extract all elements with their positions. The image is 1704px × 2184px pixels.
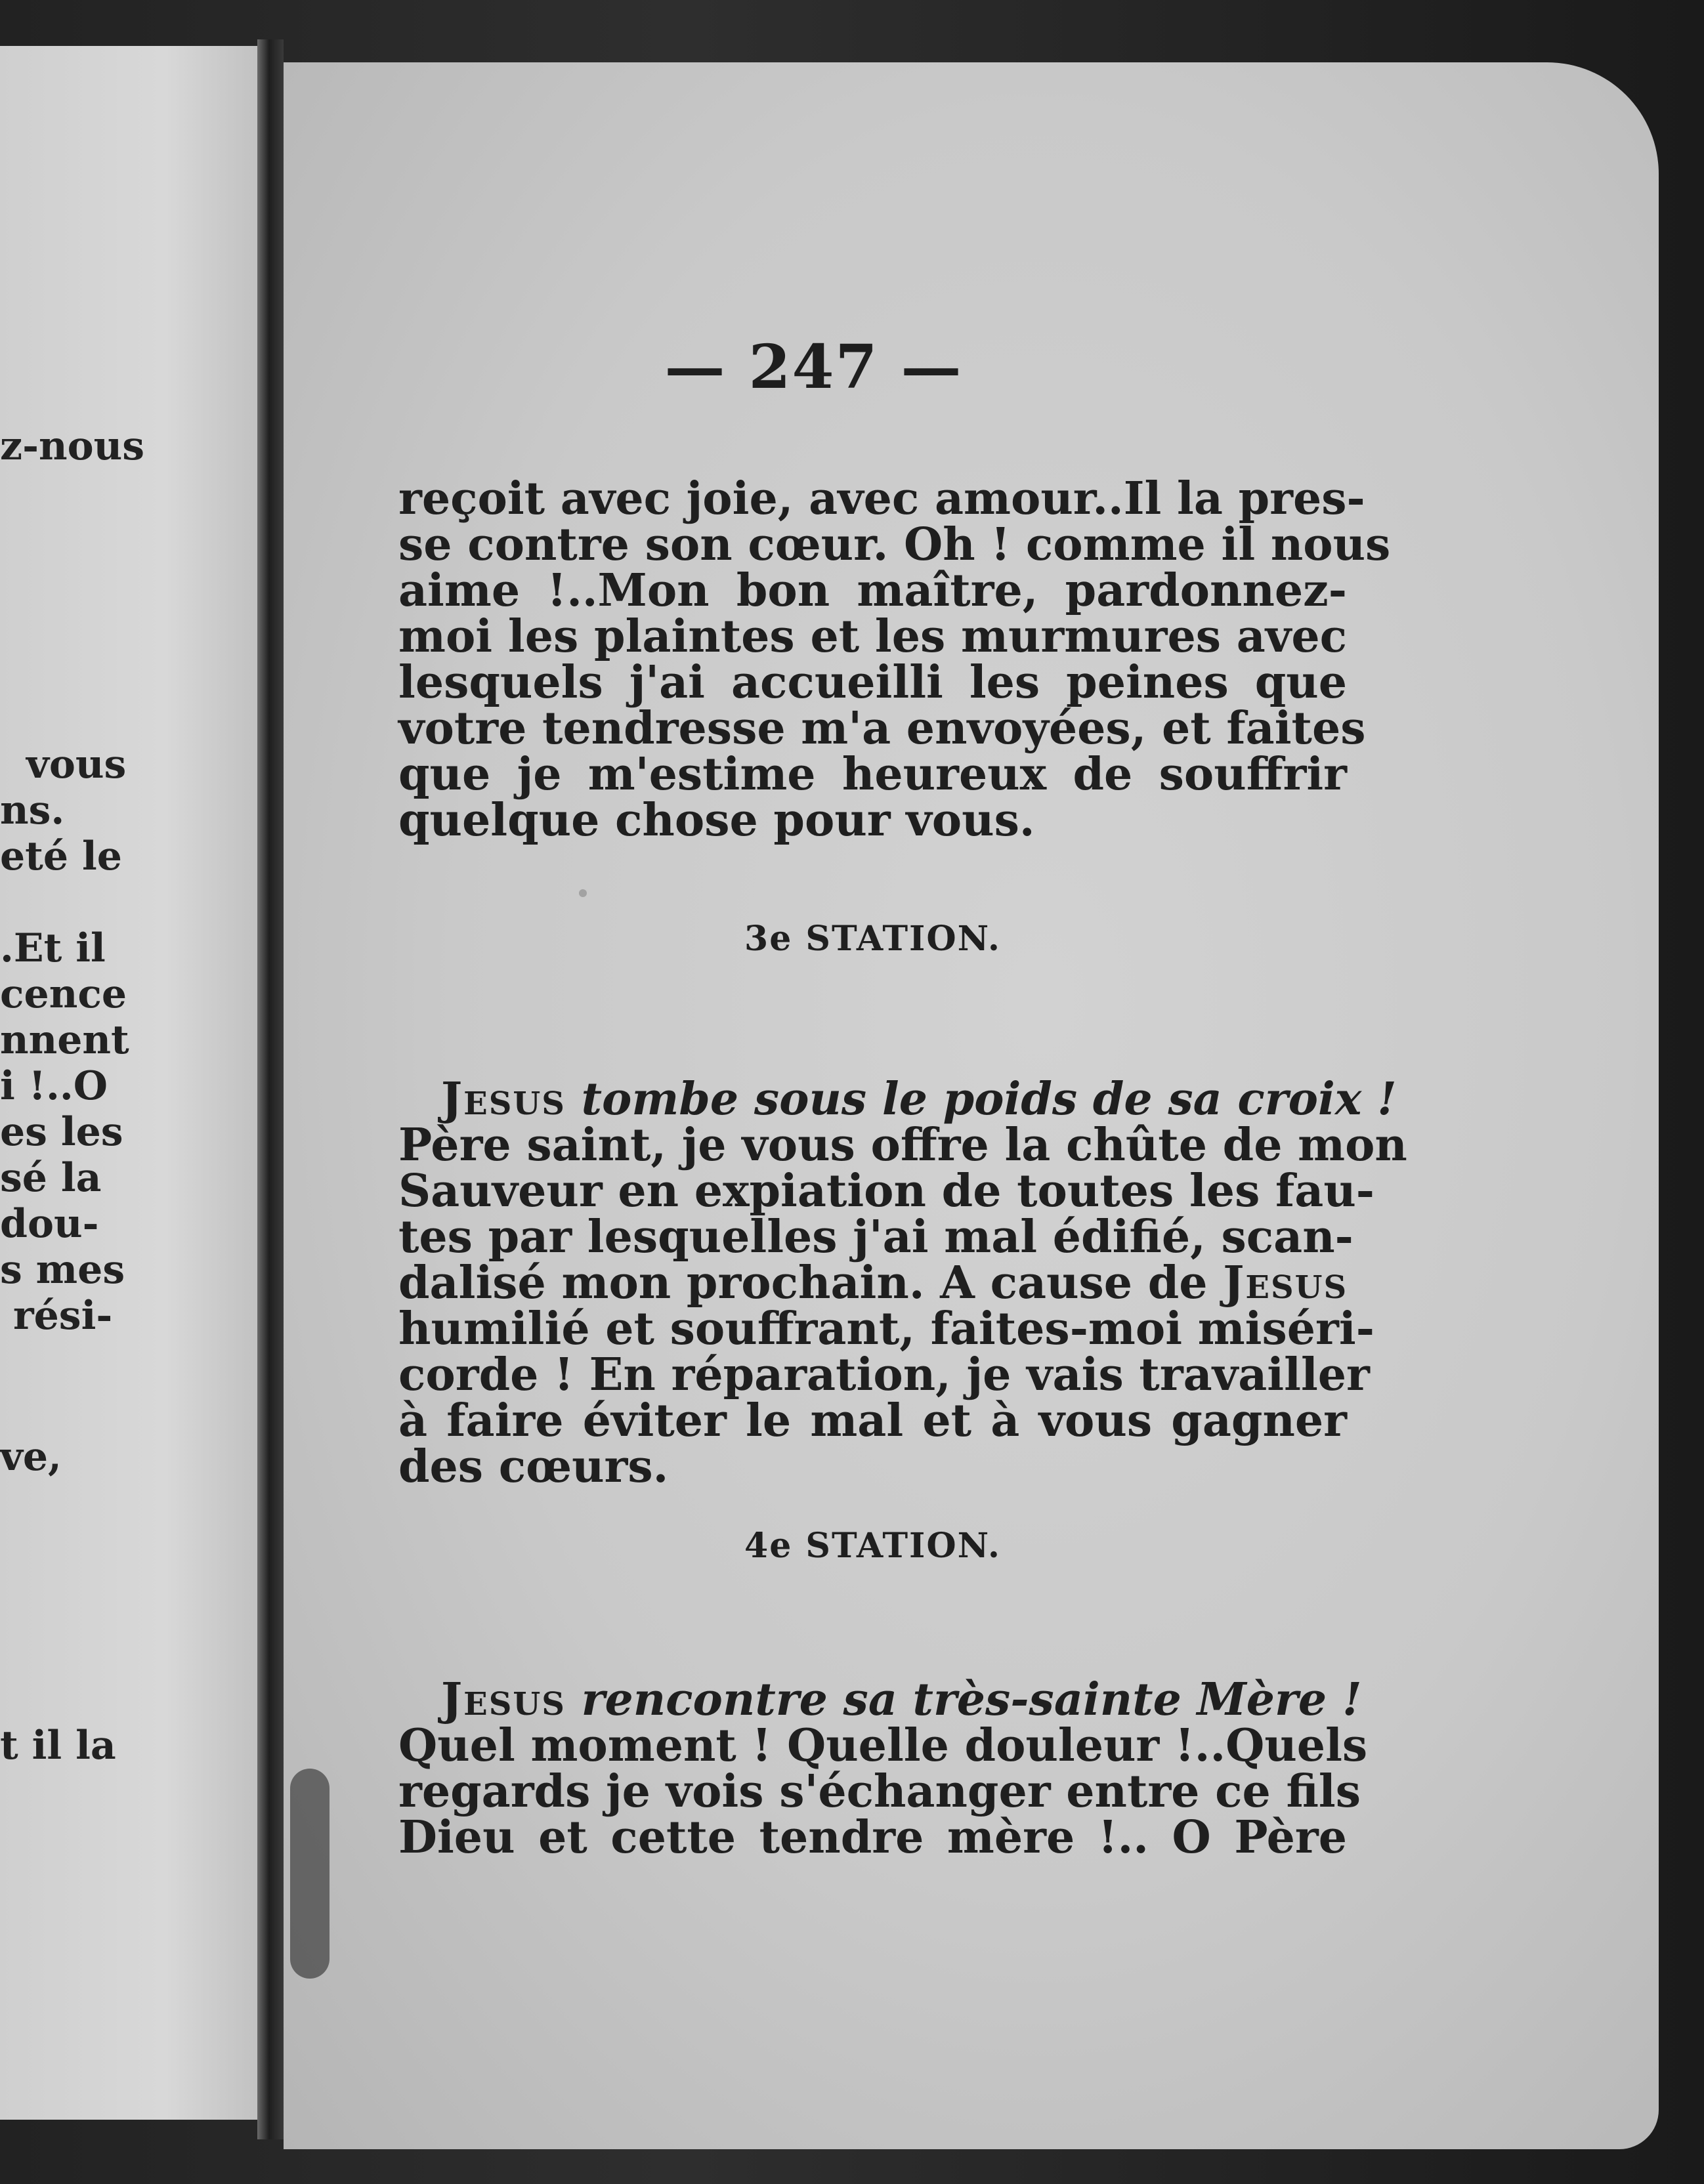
text-line: Dieu et cette tendre mère !.. O Père xyxy=(398,1811,1347,1864)
book-page xyxy=(284,62,1659,2149)
left-fragment: vous xyxy=(26,742,127,788)
page-number: — 247 — xyxy=(664,331,963,402)
left-fragment: ns. xyxy=(0,788,65,833)
text-line: quelque chose pour vous. xyxy=(398,794,1035,847)
text-line: regards je vois s'échanger entre ce fils xyxy=(398,1765,1361,1818)
station-3-title: tombe sous le poids de sa croix ! xyxy=(565,1073,1397,1125)
left-fragment: dou- xyxy=(0,1201,99,1247)
station-3-heading: 3e STATION. xyxy=(744,919,1001,959)
text-line: Quel moment ! Quelle douleur !..Quels xyxy=(398,1719,1368,1772)
left-fragment: rési- xyxy=(13,1293,113,1339)
left-fragment: s mes xyxy=(0,1247,125,1293)
left-fragment: t il la xyxy=(0,1723,116,1769)
text-line: moi les plaintes et les murmures avec xyxy=(398,610,1347,663)
text-line: aime !..Mon bon maître, pardonnez- xyxy=(398,564,1347,617)
jesus-name: Jesus xyxy=(441,1073,566,1125)
text-line: lesquels j'ai accueilli les peines que xyxy=(398,656,1347,709)
left-fragment: cence xyxy=(0,971,127,1017)
text-line: que je m'estime heureux de souffrir xyxy=(398,748,1347,801)
jesus-name: Jesus xyxy=(1223,1257,1348,1309)
page-speck xyxy=(579,889,587,897)
text-line: se contre son cœur. Oh ! comme il nous xyxy=(398,518,1391,571)
left-fragment: sé la xyxy=(0,1155,102,1201)
text-line: à faire éviter le mal et à vous gagner xyxy=(398,1395,1347,1447)
station-4-paragraph xyxy=(398,1673,1368,1864)
text-line: humilié et souffrant, faites-moi miséri- xyxy=(398,1303,1374,1355)
text-line: Père saint, je vous offre la chûte de mon xyxy=(398,1119,1407,1171)
left-fragment: i !..O xyxy=(0,1063,108,1109)
station-4-heading: 4e STATION. xyxy=(744,1526,1001,1566)
text-line: votre tendresse m'a envoyées, et faites xyxy=(398,702,1366,755)
station-3-paragraph xyxy=(398,1073,1407,1493)
text-line: Sauveur en expiation de toutes les fau- xyxy=(398,1165,1375,1217)
text-line xyxy=(398,1257,1348,1309)
station-4-title: rencontre sa très-sainte Mère ! xyxy=(565,1673,1362,1726)
left-fragment: .Et il xyxy=(0,925,106,971)
station-4-title-line xyxy=(398,1673,1362,1726)
jesus-name: Jesus xyxy=(441,1673,566,1726)
book-spine xyxy=(257,39,284,2139)
text-line: reçoit avec joie, avec amour..Il la pres- xyxy=(398,472,1365,525)
text-fragment: dalisé mon prochain. A cause de xyxy=(398,1257,1224,1309)
left-fragment: ve, xyxy=(0,1434,62,1480)
left-fragment: eté le xyxy=(0,833,122,879)
station-3-title-line xyxy=(398,1073,1397,1125)
text-line: corde ! En réparation, je vais travailler xyxy=(398,1349,1370,1401)
left-fragment: z-nous xyxy=(0,423,145,469)
left-fragment: es les xyxy=(0,1109,123,1155)
previous-page-fragment xyxy=(0,46,276,2120)
page-stain xyxy=(290,1769,330,1979)
paragraph-continuation xyxy=(398,472,1391,847)
text-line: tes par lesquelles j'ai mal édifié, scan- xyxy=(398,1211,1353,1263)
left-fragment: nnent xyxy=(0,1017,129,1063)
text-line: des cœurs. xyxy=(398,1440,669,1493)
